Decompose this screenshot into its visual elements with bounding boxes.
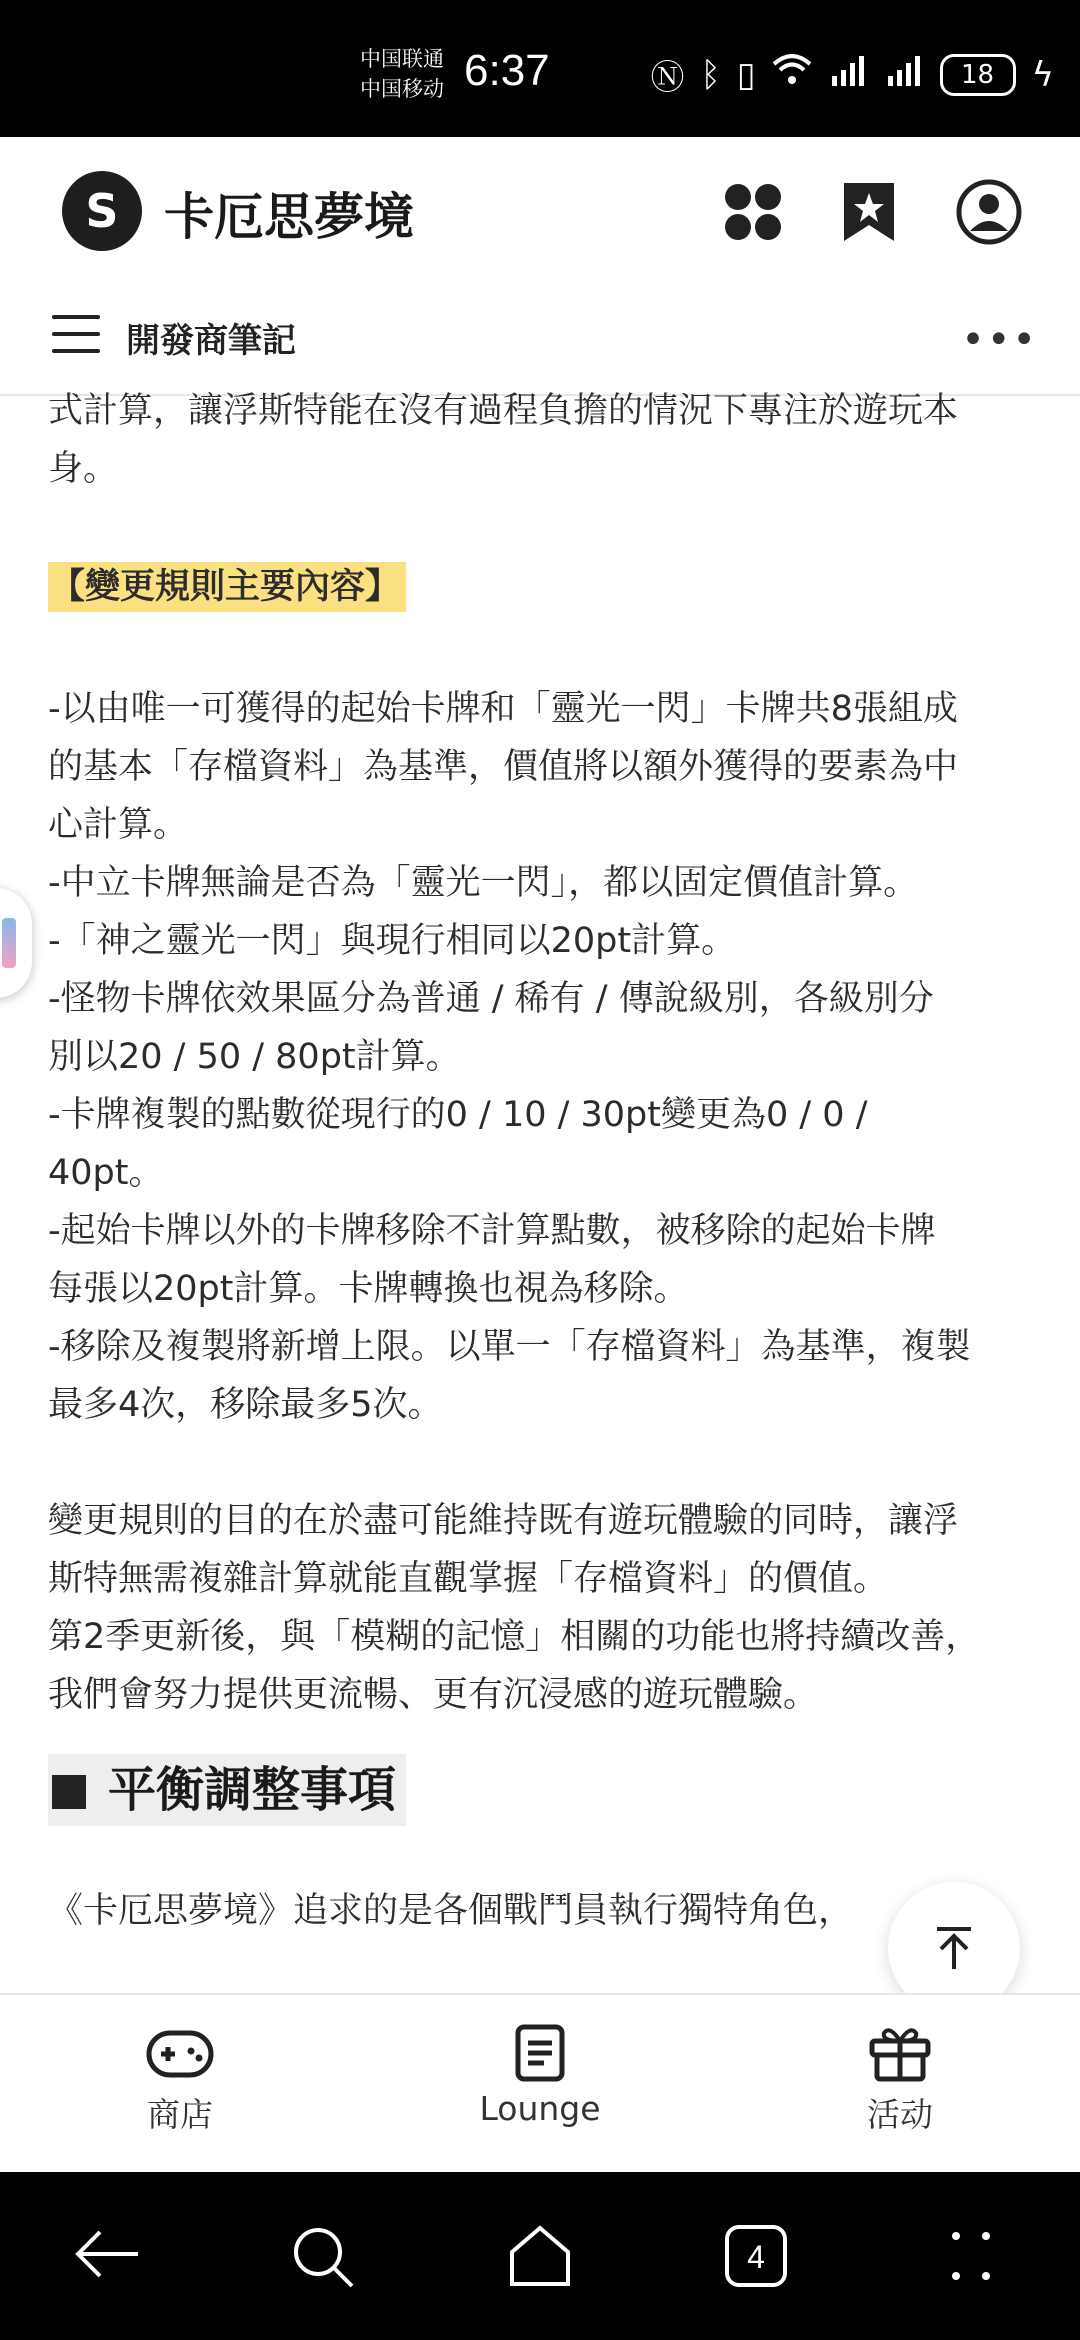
- arrow-up-icon: [929, 1923, 979, 1973]
- home-icon[interactable]: [506, 2224, 574, 2292]
- nav-shop[interactable]: [60, 2023, 300, 2136]
- sub-header: [0, 277, 1080, 396]
- carrier-2: 中国移动: [360, 77, 444, 101]
- apps-grid-icon[interactable]: [720, 179, 786, 245]
- carrier-info: [360, 44, 444, 104]
- square-bullet-icon: [52, 1775, 86, 1809]
- intro-line: 身。: [48, 449, 119, 489]
- app-title[interactable]: 卡厄思夢境: [164, 188, 414, 246]
- charging-icon: ϟ: [1031, 54, 1054, 95]
- highlight-heading: 【變更規則主要內容】: [48, 562, 406, 612]
- tab-count: 4: [747, 2239, 765, 2275]
- article-line: 《卡厄思夢境》追求的是各個戰鬥員執行獨特角色，: [48, 1891, 854, 1931]
- article-content: [48, 392, 1038, 1992]
- document-icon: [510, 2023, 570, 2083]
- back-icon[interactable]: [72, 2224, 144, 2288]
- rule-line: -怪物卡牌依效果區分為普通 / 稀有 / 傳說級別，各級別分: [48, 979, 934, 1019]
- app-logo[interactable]: S: [62, 171, 142, 251]
- gamepad-icon: [145, 2023, 215, 2083]
- rule-line: -起始卡牌以外的卡牌移除不計算點數，被移除的起始卡牌: [48, 1211, 936, 1251]
- signal-2-icon: [884, 54, 924, 95]
- battery-icon: [940, 54, 1016, 96]
- bluetooth-icon: ᛒ: [700, 54, 721, 95]
- section-heading: 平衡調整事項: [48, 1754, 406, 1826]
- battery-level: 18: [961, 59, 995, 90]
- summary-line: 變更規則的目的在於盡可能維持既有遊玩體驗的同時，讓浮: [48, 1501, 959, 1541]
- status-icons: [650, 50, 1054, 99]
- bottom-nav: [0, 1993, 1080, 2173]
- summary-line: 我們會努力提供更流暢、更有沉浸感的遊玩體驗。: [48, 1675, 819, 1715]
- signal-1-icon: [828, 54, 868, 95]
- rule-line: -「神之靈光一閃」與現行相同以20pt計算。: [48, 921, 737, 961]
- nav-label: 活动: [867, 2095, 933, 2134]
- rule-line: 最多4次，移除最多5次。: [48, 1385, 443, 1425]
- nav-label: 商店: [147, 2095, 213, 2134]
- rule-line: 40pt。: [48, 1153, 164, 1193]
- rule-line: -中立卡牌無論是否為「靈光一閃」，都以固定價值計算。: [48, 863, 919, 903]
- rule-line: 每張以20pt計算。卡牌轉換也視為移除。: [48, 1269, 689, 1309]
- wifi-icon: [772, 54, 812, 95]
- summary-line: 第2季更新後，與「模糊的記憶」相關的功能也將持續改善，: [48, 1617, 981, 1657]
- nav-lounge[interactable]: [420, 2023, 660, 2128]
- intro-line: 式計算，讓浮斯特能在沒有過程負擔的情況下專注於遊玩本: [48, 392, 959, 431]
- nav-events[interactable]: [780, 2023, 1020, 2136]
- status-bar: [0, 0, 1080, 137]
- search-icon[interactable]: [290, 2224, 356, 2294]
- vibrate-icon: ▯: [736, 54, 756, 95]
- rule-line: -以由唯一可獲得的起始卡牌和「靈光一閃」卡牌共8張組成: [48, 689, 958, 729]
- nav-label: Lounge: [479, 2089, 601, 2128]
- profile-icon[interactable]: [956, 179, 1022, 245]
- bookmark-icon[interactable]: [836, 179, 902, 245]
- rule-line: -卡牌複製的點數從現行的0 / 10 / 30pt變更為0 / 0 /: [48, 1095, 868, 1135]
- rule-line: 別以20 / 50 / 80pt計算。: [48, 1037, 461, 1077]
- rule-line: 的基本「存檔資料」為基準，價值將以額外獲得的要素為中: [48, 747, 959, 787]
- menu-icon[interactable]: [52, 315, 100, 355]
- rule-line: -移除及複製將新增上限。以單一「存檔資料」為基準，複製: [48, 1327, 971, 1367]
- rule-line: 心計算。: [48, 805, 189, 845]
- carrier-1: 中国联通: [360, 47, 444, 71]
- gift-icon: [868, 2023, 932, 2083]
- overflow-menu-icon[interactable]: [946, 2224, 996, 2292]
- nfc-icon: Ⓝ: [650, 58, 685, 98]
- clock: 6:37: [464, 46, 550, 95]
- more-options-icon[interactable]: •••: [961, 317, 1038, 363]
- app-header: [0, 137, 1080, 277]
- tabs-icon[interactable]: [724, 2224, 788, 2292]
- board-title[interactable]: 開發商筆記: [126, 321, 296, 361]
- floating-widget-icon[interactable]: [0, 888, 32, 998]
- summary-line: 斯特無需複雜計算就能直觀掌握「存檔資料」的價值。: [48, 1559, 889, 1599]
- system-nav-bar: [0, 2172, 1080, 2340]
